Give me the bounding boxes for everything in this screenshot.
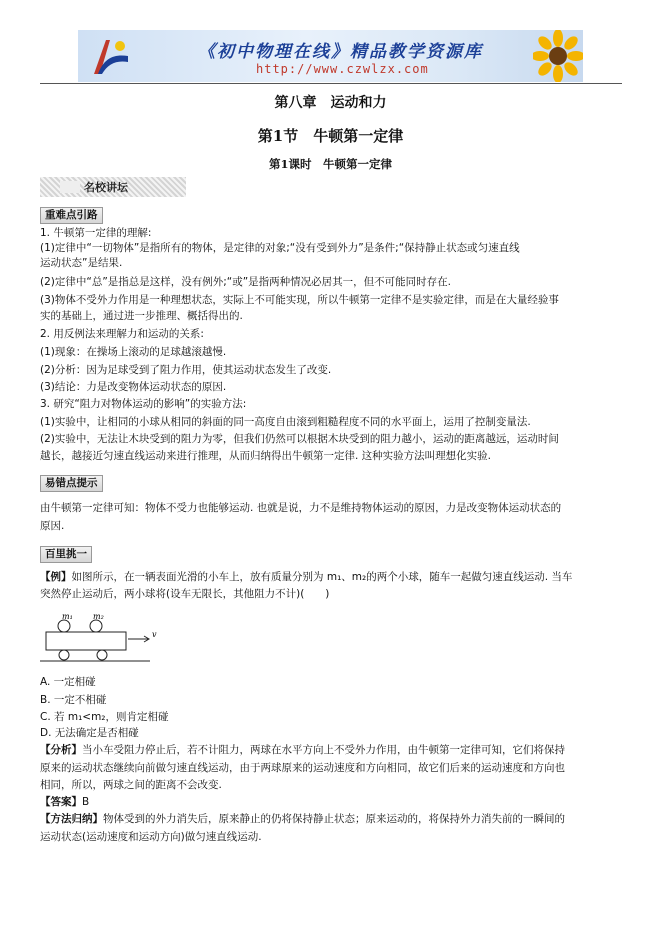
method-text: 物体受到的外力消失后，原来静止的仍将保持静止状态；原来运动的，将保持外力消失前的一瞬间的 [103, 813, 565, 825]
cart-figure [40, 609, 170, 665]
header-divider [40, 83, 622, 84]
banner-notch [60, 181, 80, 193]
pitfall-line: 由牛顿第一定律可知：物体不受力也能够运动. 也就是说，力不是维持物体运动的原因，力是改变物体运动状态的 [40, 502, 562, 514]
method-line: 运动状态(运动速度和运动方向)做匀速直线运动. [40, 831, 262, 843]
key-point-line: 2. 用反例法来理解力和运动的关系: [40, 328, 204, 340]
answer-line [40, 796, 89, 809]
ball-m1 [58, 620, 70, 632]
answer-value: B [82, 796, 90, 808]
key-point-line: (1)现象：在操场上滚动的足球越滚越慢. [40, 346, 227, 358]
key-point-line: (2)实验中，无法让木块受到的阻力为零，但我们仍然可以根据木块受到的阻力越小，运动的距离越远，运动时间 [40, 433, 559, 445]
option-c: C. 若 m₁<m₂，则肯定相碰 [40, 711, 169, 723]
analysis-line: 相同，所以，两球之间的距离不会改变. [40, 779, 222, 791]
lecture-label: 名校讲坛 [84, 181, 128, 194]
pitfall-line: 原因. [40, 520, 65, 532]
question-label: 【例】 [40, 571, 72, 583]
lecture-banner [40, 177, 186, 197]
ball-m2 [90, 620, 102, 632]
key-point-line: (3)结论：力是改变物体运动状态的原因. [40, 381, 227, 393]
wheel-left [59, 650, 69, 660]
site-logo-icon [84, 34, 134, 78]
m2-label: m₂ [93, 612, 104, 621]
site-url[interactable]: http://www.czwlzx.com [256, 62, 429, 76]
method-label: 【方法归纳】 [40, 813, 103, 825]
question-line: 突然停止运动后，两小球将(设车无限长，其他阻力不计)( ) [40, 588, 330, 600]
site-banner [78, 30, 583, 82]
cart-body [46, 632, 126, 650]
question-text: 如图所示，在一辆表面光滑的小车上，放有质量分别为 m₁、m₂的两个小球，随车一起做匀速直线运动. 当车 [71, 571, 573, 583]
key-point-line: 运动状态”是结果. [40, 257, 123, 269]
analysis-line [40, 744, 565, 757]
key-point-line: (1)定律中“一切物体”是指所有的物体，是定律的对象;“没有受到外力”是条件;“保持静止状态或匀速直线 [40, 242, 520, 254]
key-point-line: 实的基础上，通过进一步推理、概括得出的. [40, 310, 243, 322]
example-tag: 百里挑一 [40, 546, 92, 563]
key-point-line: (2)分析：因为足球受到了阻力作用，使其运动状态发生了改变. [40, 364, 332, 376]
chapter-title: 第八章 运动和力 [274, 95, 387, 111]
site-title: 《初中物理在线》精品教学资源库 [198, 42, 483, 62]
analysis-text: 当小车受阻力停止后，若不计阻力，两球在水平方向上不受外力作用，由牛顿第一定律可知，它们将保持 [82, 744, 565, 756]
key-point-line: (3)物体不受外力作用是一种理想状态，实际上不可能实现，所以牛顿第一定律不是实验定律，而是在大量经验事 [40, 294, 559, 306]
wheel-right [97, 650, 107, 660]
section-title: 第1节 牛顿第一定律 [257, 127, 404, 145]
option-d: D. 无法确定是否相碰 [40, 727, 139, 739]
option-a: A. 一定相碰 [40, 676, 96, 688]
m1-label: m₁ [62, 612, 73, 621]
method-line [40, 813, 565, 826]
answer-label: 【答案】 [40, 796, 82, 808]
key-point-line: (1)实验中，让相同的小球从相同的斜面的同一高度自由滚到粗糙程度不同的水平面上，运用了控制变量法. [40, 416, 531, 428]
analysis-line: 原来的运动状态继续向前做匀速直线运动，由于两球原来的运动速度和方向相同，故它们后来的运动速度和方向也 [40, 762, 565, 774]
v-label: v [152, 630, 157, 639]
question-line [40, 571, 572, 584]
key-point-line: 3. 研究“阻力对物体运动的影响”的实验方法: [40, 398, 247, 410]
key-point-line: 1. 牛顿第一定律的理解: [40, 227, 152, 239]
pitfalls-tag: 易错点提示 [40, 475, 103, 492]
key-point-line: 越长，越接近匀速直线运动来进行推理，从而归纳得出牛顿第一定律. 这种实验方法叫理想化实验. [40, 450, 492, 462]
key-points-tag: 重难点引路 [40, 207, 103, 224]
key-point-line: (2)定律中“总”是指总是这样，没有例外;“或”是指两种情况必居其一，但不可能同时存在. [40, 276, 452, 288]
lesson-title: 第1课时 牛顿第一定律 [268, 157, 392, 171]
analysis-label: 【分析】 [40, 744, 82, 756]
sunflower-icon [533, 30, 583, 82]
option-b: B. 一定不相碰 [40, 694, 107, 706]
